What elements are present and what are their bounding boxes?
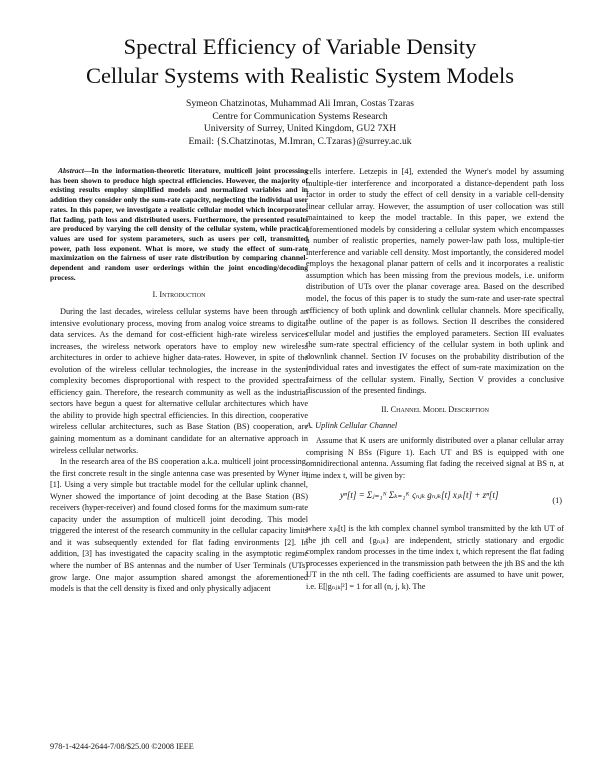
affiliation-line-1: Centre for Communication Systems Research [212, 110, 388, 122]
abstract [50, 166, 308, 282]
equation-body: yⁿ[t] = Σⱼ₌₁ᴺ Σₖ₌₁ᴷ ςₙⱼₖ gₙⱼₖ[t] xⱼₖ[t] + zⁿ[t] [340, 490, 499, 501]
affiliation-line-2: University of Surrey, United Kingdom, GU2 7XH [203, 123, 397, 135]
intro-paragraph-1: During the last decades, wireless cellular systems have been through an intensive evolutionary process, moving from analog voice streams to digital data services. As the demand for cost-efficient high-rate wireless services increases, the wireless network operators have to employ new wireless architectures in order to achieve higher data-rates. However, in spite of the evolution of the wireless cellular technologies, the increase in the system complexity becomes disproportional with respect to the provided spectral efficiency gain. Therefore, the research community as well as the industrial sectors have begun a quest for alternative cellular architectures which have the ability to provide high spectral efficiencies. In this direction, cooperative wireless cellular architectures, such as Base Station (BS) cooperation, are gaining momentum as a dominant candidate for an alternative approach in wireless cellular networks. [50, 306, 308, 455]
intro-paragraph-2: In the research area of the BS cooperation a.k.a. multicell joint processing, the first concrete result in the single antenna case was presented by Wyner in [1]. Using a very simple but tractable model for the cellular uplink channel, Wyner showed the importance of joint decoding at the Base Station (BS) receivers (hyper-receiver) and found closed forms for the maximum sum-rate capacity under the assumption of multicell joint decoding. This model triggered the interest of the research community in the cellular capacity limits and it was subsequently extended for flat fading environments [2]. In addition, [3] has investigated the capacity scaling in the asymptotic regime where the number of BS antennas and the number of User Terminals (UTs) grow large. One major assumption shared amongst the aforementioned models is that the cell density is fixed and only physically adjacent [50, 457, 308, 594]
paper-title [40, 32, 560, 90]
email: Email: {S.Chatzinotas, M.Imran, C.Tzaras}@surrey.ac.uk [188, 135, 412, 147]
abstract-text: —In the information-theoretic literature, multicell joint processing has been shown to produce high spectral efficiencies. However, the majority of existing results employ simplified models and normalized variables and in addition they consider only the sum-rate capacity, neglecting the individual user rates. In this paper, we investigate a realistic cellular model which incorporates flat fading, path loss and distributed users. Furthermore, the presented results are produced by varying the cell density of the cellular system, while practical values are used for system parameters, such as users per cell, transmitted power, path loss exponent. What is more, we study the effect of sum-rate maximization on the fairness of user rate distribution by comparing channel-dependent and random user orderings within the joint encoding/decoding process. [50, 166, 308, 282]
subsection-heading-uplink: A. Uplink Cellular Channel [306, 421, 398, 431]
right-paragraph-3: where xⱼₖ[t] is the kth complex channel symbol transmitted by the kth UT of the jth cell and {gₙⱼₖ} are independent, strictly stationary and ergodic complex random processes in the time index t, which represent the flat fading processes experienced in the transmission path between the jth BS and the kth UT in the nth cell. The fading coefficients are assumed to have unit power, i.e. E[|gₙⱼₖ|²] = 1 for all (n, j, k). The [306, 524, 564, 591]
equation-number: (1) [552, 496, 562, 506]
abstract-label: Abstract [58, 166, 84, 175]
right-paragraph-1: cells interfere. Letzepis in [4], extended the Wyner's model by assuming multiple-tier interference and incorporated a distance-dependent path loss factor in order to study the effect of cell density in a variable cell-density linear cellular array. However, the assumption of user collocation was still maintained to keep the model tractable. In this paper, we extend the aforementioned models by considering a cellular system which encompasses a number of realistic properties, namely power-law path loss, multiple-tier interference and variable cell density. Most importantly, the considered model employs the hexagonal planar pattern of cells and it incorporates a realistic assumption which has been missing from the previous models, i.e. uniform distribution of UTs over the planar coverage area. Based on the described model, the focus of this paper is to study the sum-rate and user-rate spectral efficiency of both uplink and downlink cellular channels. More specifically, the outline of the paper is as follows. Section II describes the considered cellular model and justifies the employed parameters. Section III evaluates the sum-rate spectral efficiency of the cellular system in both uplink and downlink channel. Section IV focuses on the probability distribution of the individual rates and investigates the effect of sum-rate maximization on the fairness of the cellular system. Finally, Section V provides a conclusive discussion of the presented findings. [306, 167, 564, 396]
copyright-footer: 978-1-4244-2644-7/08/$25.00 ©2008 IEEE [50, 742, 194, 751]
right-column [306, 166, 564, 593]
authors: Symeon Chatzinotas, Muhammad Ali Imran, Costas Tzaras [186, 98, 414, 109]
title-line-1: Spectral Efficiency of Variable Density [123, 34, 477, 59]
author-block [60, 98, 540, 148]
left-column [50, 166, 308, 595]
section-heading-introduction: I. Introduction [152, 290, 206, 300]
right-paragraph-2: Assume that K users are uniformly distributed over a planar cellular array comprising N BSs (Figure 1). Each UT and BS is equipped with one omnidirectional antenna. Assuming flat fading the received signal at BS n, at time index t, will be given by: [306, 436, 564, 480]
section-heading-channel-model: II. Channel Model Description [381, 404, 489, 414]
title-line-2: Cellular Systems with Realistic System Models [85, 63, 515, 88]
equation-1 [306, 485, 564, 519]
